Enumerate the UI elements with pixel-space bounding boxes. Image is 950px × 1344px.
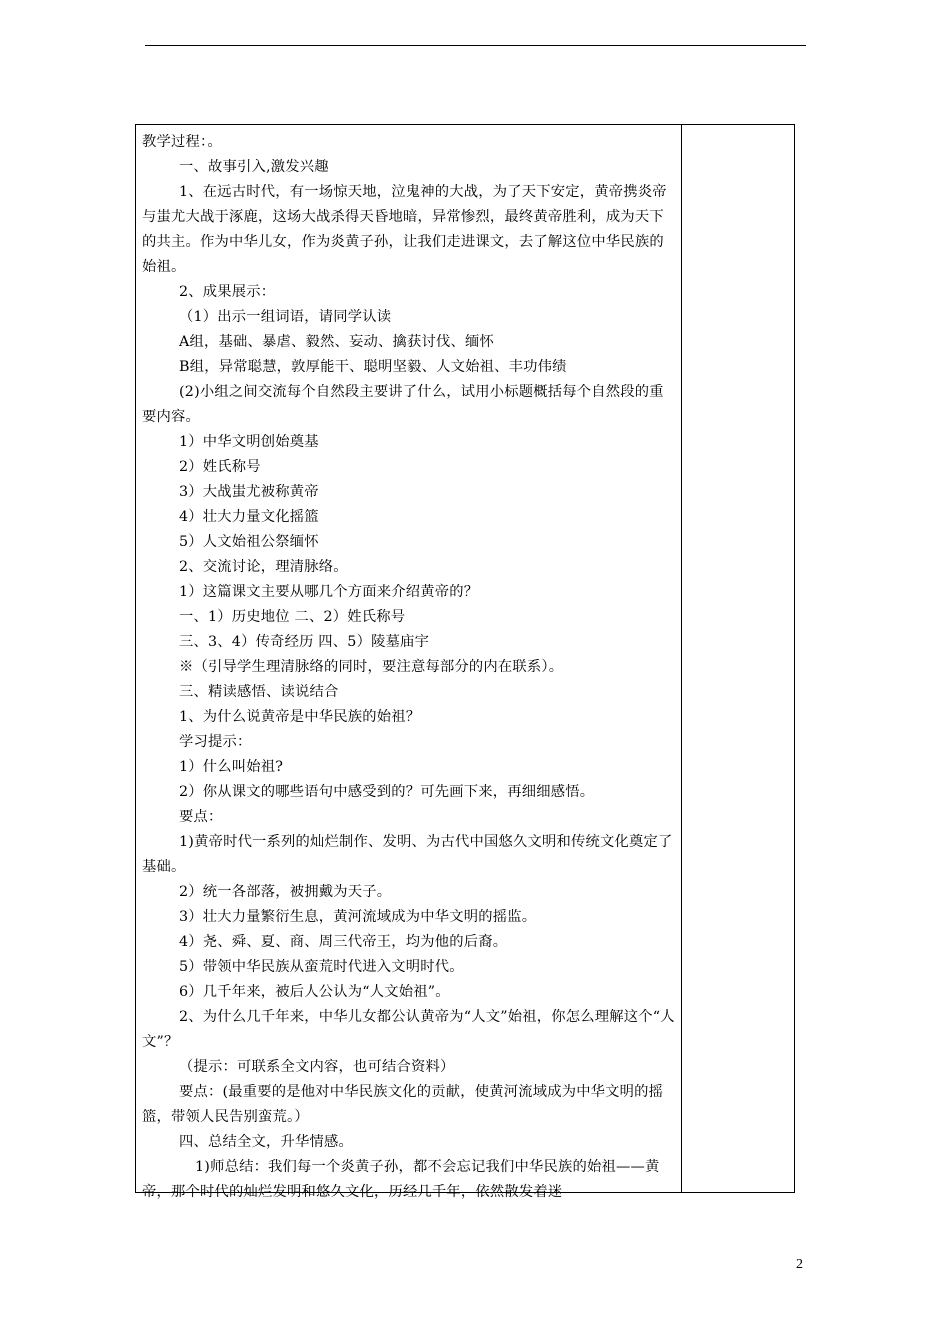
lesson-table bbox=[135, 124, 795, 1200]
text-line: 3）大战蚩尤被称黄帝 bbox=[179, 484, 319, 500]
text-line: 2）姓氏称号 bbox=[179, 459, 261, 475]
text-line: 1）这篇课文主要从哪几个方面来介绍黄帝的？ bbox=[179, 584, 479, 600]
text-line: 一、故事引入,激发兴趣 bbox=[179, 159, 329, 175]
text-line: 一、1）历史地位 二、2）姓氏称号 bbox=[179, 609, 406, 625]
text-paragraph: 1)师总结：我们每一个炎黄子孙，都不会忘记我们中华民族的始祖——黄帝，那个时代的灿烂发明和悠久文化，历经几千年，依然散发着迷 bbox=[142, 1159, 660, 1200]
text-line: 1）什么叫始祖? bbox=[179, 759, 284, 775]
text-line: 三、精读感悟、读说结合 bbox=[179, 684, 339, 700]
text-line: 学习提示： bbox=[179, 734, 252, 750]
text-paragraph: 2、为什么几千年来，中华儿女都公认黄帝为“人文”始祖，你怎么理解这个“人文”？ bbox=[142, 1009, 675, 1050]
text-line: （提示：可联系全文内容，也可结合资料） bbox=[179, 1059, 455, 1075]
text-line: 6）几千年来，被后人公认为“人文始祖”。 bbox=[179, 984, 450, 1000]
text-paragraph: 要点：(最重要的是他对中华民族文化的贡献，使黄河流域成为中华文明的摇篮，带领人民告别蛮荒。） bbox=[142, 1084, 664, 1125]
text-line: A组，基础、暴虐、毅然、妄动、擒获讨伐、缅怀 bbox=[179, 334, 494, 350]
text-paragraph: 1、在远古时代，有一场惊天地，泣鬼神的大战，为了天下安定，黄帝携炎帝与蚩尤大战于涿鹿，这场大战杀得天昏地暗，异常惨烈，最终黄帝胜利，成为天下的共主。作为中华儿女，作为炎黄子孙，让我们走进课文，去了解这位中华民族的始祖。 bbox=[142, 184, 667, 275]
text-line: （1）出示一组词语，请同学认读 bbox=[179, 309, 392, 325]
text-line: 1）中华文明创始奠基 bbox=[179, 434, 319, 450]
text-paragraph: 1)黄帝时代一系列的灿烂制作、发明、为古代中国悠久文明和传统文化奠定了基础。 bbox=[142, 834, 673, 875]
text-line: 1、为什么说黄帝是中华民族的始祖？ bbox=[179, 709, 421, 725]
text-line: 2、成果展示： bbox=[179, 284, 276, 300]
text-line: 4）尧、舜、夏、商、周三代帝王，均为他的后裔。 bbox=[179, 934, 508, 950]
text-line: 2）你从课文的哪些语句中感受到的？可先画下来，再细细感悟。 bbox=[179, 784, 595, 800]
text-line: 要点： bbox=[179, 809, 223, 825]
text-line: 5）带领中华民族从蛮荒时代进入文明时代。 bbox=[179, 959, 464, 975]
column-divider bbox=[681, 125, 682, 1192]
teaching-process-cell bbox=[142, 130, 677, 1205]
text-line: 2）统一各部落，被拥戴为天子。 bbox=[179, 884, 392, 900]
text-line: 5）人文始祖公祭缅怀 bbox=[179, 534, 319, 550]
page-number: 2 bbox=[796, 1257, 803, 1272]
section-heading: 教学过程：。 bbox=[142, 134, 222, 150]
text-line: 2、交流讨论，理清脉络。 bbox=[179, 559, 348, 575]
text-line: 4）壮大力量文化摇篮 bbox=[179, 509, 319, 525]
text-line: ※（引导学生理清脉络的同时，要注意每部分的内在联系）。 bbox=[179, 659, 564, 675]
text-line: 四、总结全文，升华情感。 bbox=[179, 1134, 353, 1150]
header-rule bbox=[145, 45, 806, 46]
text-paragraph: (2)小组之间交流每个自然段主要讲了什么，试用小标题概括每个自然段的重要内容。 bbox=[142, 384, 664, 425]
text-line: 3）壮大力量繁衍生息，黄河流域成为中华文明的摇监。 bbox=[179, 909, 537, 925]
text-line: 三、3、4）传奇经历 四、5）陵墓庙宇 bbox=[179, 634, 430, 650]
text-line: B组，异常聪慧，敦厚能干、聪明坚毅、人文始祖、丰功伟绩 bbox=[179, 359, 567, 375]
